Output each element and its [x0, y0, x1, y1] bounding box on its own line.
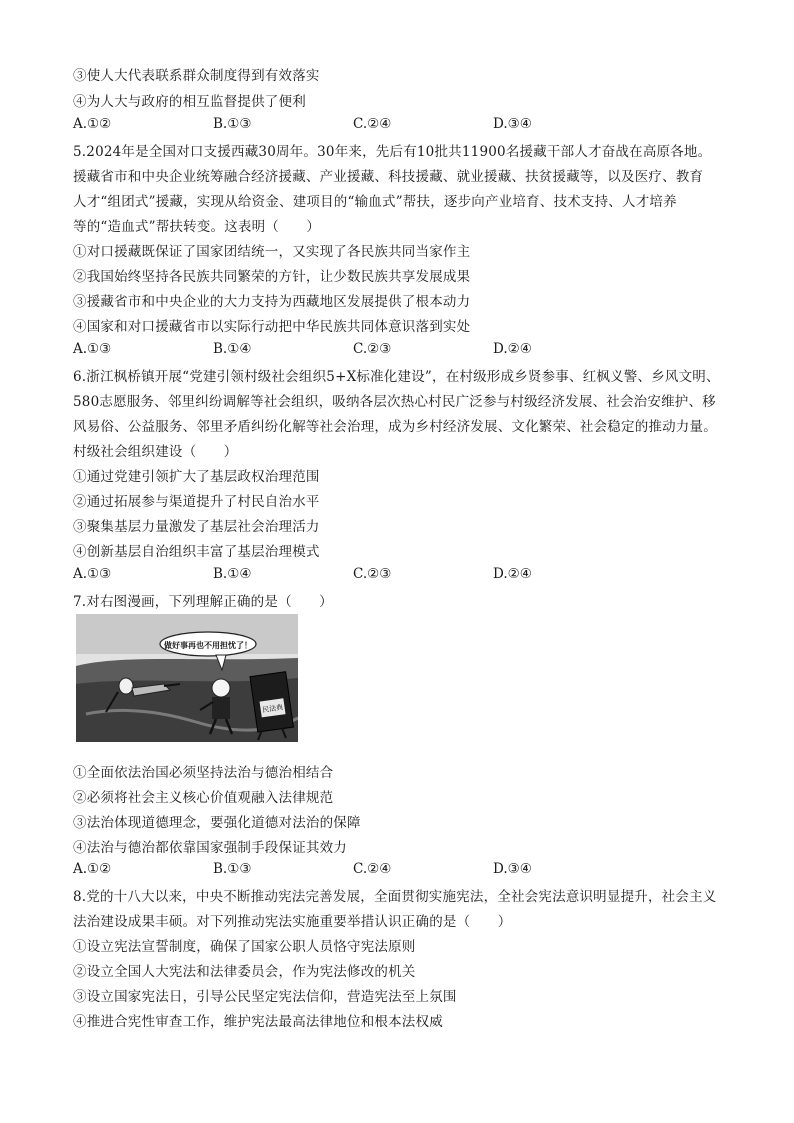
q8-statement-3: ③设立国家宪法日，引导公民坚定宪法信仰，营造宪法至上氛围 — [73, 989, 457, 1005]
q5-statement-1: ①对口援藏既保证了国家团结统一，又实现了各民族共同当家作主 — [73, 244, 471, 260]
q5-option-d: D.②④ — [493, 341, 532, 357]
q6-option-a: A.①③ — [73, 566, 112, 582]
cartoon-book-label: 民法典 — [261, 703, 284, 715]
q8-stem-line-2: 法治建设成果丰硕。对下列推动宪法实施重要举措认识正确的是（ ） — [73, 914, 512, 930]
q7-option-c: C.②④ — [353, 861, 392, 877]
q6-option-b: B.①④ — [213, 566, 252, 582]
q4-option-c: C.②④ — [353, 116, 392, 132]
q6-statement-3: ③聚集基层力量激发了基层社会治理活力 — [73, 519, 320, 535]
q4-option-a: A.①② — [73, 116, 112, 132]
q6-statement-2: ②通过拓展参与渠道提升了村民自治水平 — [73, 494, 320, 510]
q5-option-a: A.①③ — [73, 341, 112, 357]
q5-option-b: B.①④ — [213, 341, 252, 357]
q5-stem-line-3: 人才“组团式”援藏，实现从给资金、建项目的“输血式”帮扶，逐步向产业培育、技术支持、人才培养 — [73, 194, 677, 210]
q6-stem-line-4: 村级社会组织建设（ ） — [73, 444, 238, 460]
q6-statement-1: ①通过党建引领扩大了基层政权治理范围 — [73, 469, 320, 485]
q5-statement-2: ②我国始终坚持各民族共同繁荣的方针，让少数民族共享发展成果 — [73, 269, 471, 285]
q8-statement-2: ②设立全国人大宪法和法律委员会，作为宪法修改的机关 — [73, 964, 416, 980]
cartoon-image — [76, 614, 298, 742]
q5-stem-line-1: 5.2024年是全国对口支援西藏30周年。30年来，先后有10批共11900名援藏干部人才奋战在高原各地。 — [73, 144, 712, 160]
q4-statement-3: ③使人大代表联系群众制度得到有效落实 — [73, 68, 320, 84]
cartoon-bubble-text: 做好事再也不用担忧了！ — [164, 641, 252, 650]
q7-stem: 7.对右图漫画，下列理解正确的是（ ） — [73, 594, 333, 610]
q7-option-a: A.①② — [73, 861, 112, 877]
q4-options — [73, 116, 713, 136]
q6-option-d: D.②④ — [493, 566, 532, 582]
q7-options — [73, 861, 713, 881]
q5-option-c: C.②③ — [353, 341, 392, 357]
q5-stem-line-2: 援藏省市和中央企业统筹融合经济援藏、产业援藏、科技援藏、就业援藏、扶贫援藏等，以及医疗、教育 — [73, 169, 704, 185]
q8-stem-line-1: 8.党的十八大以来，中央不断推动宪法完善发展，全面贯彻实施宪法，全社会宪法意识明显提升，社会主义 — [73, 889, 717, 905]
q5-statement-3: ③援藏省市和中央企业的大力支持为西藏地区发展提供了根本动力 — [73, 294, 471, 310]
q6-stem-line-3: 风易俗、公益服务、邻里矛盾纠纷化解等社会治理，成为乡村经济发展、文化繁荣、社会稳定的推动力量。 — [73, 419, 717, 435]
q6-option-c: C.②③ — [353, 566, 392, 582]
q4-option-b: B.①③ — [213, 116, 252, 132]
q7-option-b: B.①③ — [213, 861, 252, 877]
q8-statement-4: ④推进合宪性审查工作，维护宪法最高法律地位和根本法权威 — [73, 1014, 443, 1030]
q4-option-d: D.③④ — [493, 116, 532, 132]
q6-stem-line-2: 580志愿服务、邻里纠纷调解等社会组织，吸纳各层次热心村民广泛参与村级经济发展、社会治安维护、移 — [73, 394, 716, 410]
q7-statement-4: ④法治与德治都依靠国家强制手段保证其效力 — [73, 840, 347, 856]
q7-option-d: D.③④ — [493, 861, 532, 877]
q7-statement-3: ③法治体现道德理念，要强化道德对法治的保障 — [73, 815, 361, 831]
q7-statement-1: ①全面依法治国必须坚持法治与德治相结合 — [73, 765, 334, 781]
q6-statement-4: ④创新基层自治组织丰富了基层治理模式 — [73, 544, 320, 560]
q7-statement-2: ②必须将社会主义核心价值观融入法律规范 — [73, 790, 334, 806]
q4-statement-4: ④为人大与政府的相互监督提供了便利 — [73, 94, 306, 110]
q6-options — [73, 566, 713, 586]
q5-stem-line-4: 等的“造血式”帮扶转变。这表明（ ） — [73, 219, 321, 235]
q5-statement-4: ④国家和对口援藏省市以实际行动把中华民族共同体意识落到实处 — [73, 319, 471, 335]
q6-stem-line-1: 6.浙江枫桥镇开展“党建引领村级社会组织5+X标准化建设”，在村级形成乡贤参事、红枫义警、乡风文明、 — [73, 369, 720, 385]
q5-options — [73, 341, 713, 361]
q8-statement-1: ①设立宪法宣誓制度，确保了国家公职人员恪守宪法原则 — [73, 939, 416, 955]
